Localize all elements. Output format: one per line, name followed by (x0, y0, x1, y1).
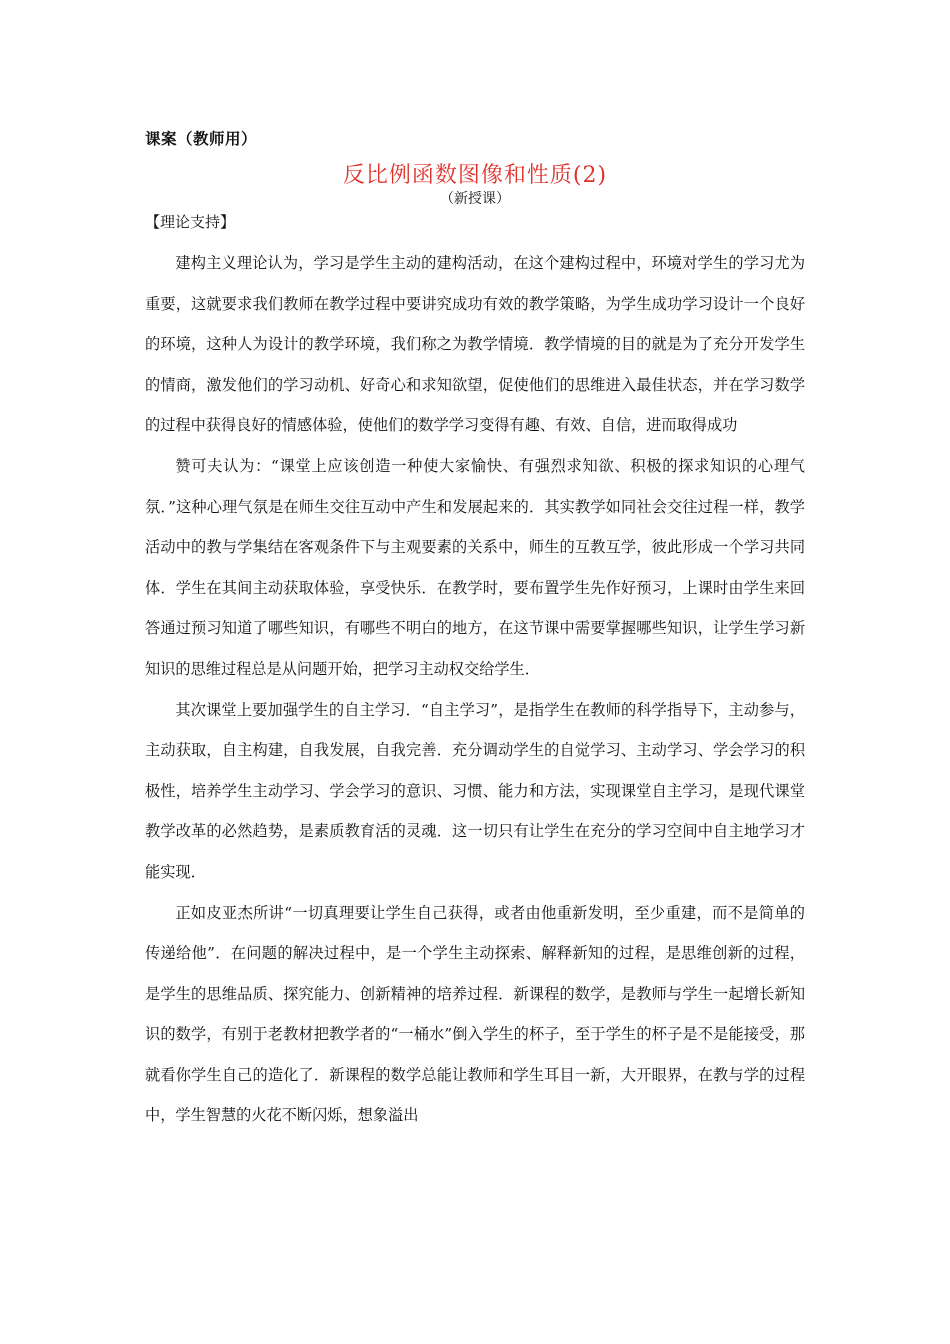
header-label: 课案（教师用） (145, 129, 258, 148)
paragraph: 建构主义理论认为，学习是学生主动的建构活动，在这个建构过程中，环境对学生的学习尤为重要，这就要求我们教师在教学过程中要讲究成功有效的教学策略，为学生成功学习设计一个良好的环境，这种人为设计的教学环境，我们称之为教学情境．教学情境的目的就是为了充分开发学生的情商，激发他们的学习动机、好奇心和求知欲望，促使他们的思维进入最佳状态，并在学习数学的过程中获得良好的情感体验，使他们的数学学习变得有趣、有效、自信，进而取得成功 (145, 254, 805, 435)
document-title: 反比例函数图像和性质(2) (342, 163, 608, 188)
paragraph: 其次课堂上要加强学生的自主学习．“自主学习”，是指学生在教师的科学指导下，主动参与，主动获取，自主构建，自我发展，自我完善．充分调动学生的自觉学习、主动学习、学会学习的积极性，培养学生主动学习、学会学习的意识、习惯、能力和方法，实现课堂自主学习，是现代课堂教学改革的必然趋势，是素质教育活的灵魂．这一切只有让学生在充分的学习空间中自主地学习才能实现． (145, 700, 805, 881)
paragraph: 正如皮亚杰所讲“一切真理要让学生自己获得，或者由他重新发明，至少重建，而不是简单的传递给他”．在问题的解决过程中，是一个学生主动探索、解释新知的过程，是思维创新的过程，是学生的思维品质、探究能力、创新精神的培养过程．新课程的数学，是教师与学生一起增长新知识的数学，有别于老教材把教学者的“一桶水”倒入学生的杯子，至于学生的杯子是不是能接受，那就看你学生自己的造化了．新课程的数学总能让教师和学生耳目一新，大开眼界，在教与学的过程中，学生智慧的火花不断闪烁，想象溢出 (145, 903, 805, 1125)
document-subtitle: （新授课） (440, 191, 510, 207)
body-text (145, 243, 805, 1136)
section-heading: 【理论支持】 (145, 213, 236, 231)
paragraph: 赞可夫认为：“课堂上应该创造一种使大家愉快、有强烈求知欲、积极的探求知识的心理气氛．”这种心理气氛是在师生交往互动中产生和发展起来的．其实教学如同社会交往过程一样，教学活动中的教与学集结在客观条件下与主观要素的关系中，师生的互教互学，彼此形成一个学习共同体．学生在其间主动获取体验，享受快乐．在教学时，要布置学生先作好预习，上课时由学生来回答通过预习知道了哪些知识，有哪些不明白的地方，在这节课中需要掌握哪些知识，让学生学习新知识的思维过程总是从问题开始，把学习主动权交给学生． (145, 456, 805, 678)
